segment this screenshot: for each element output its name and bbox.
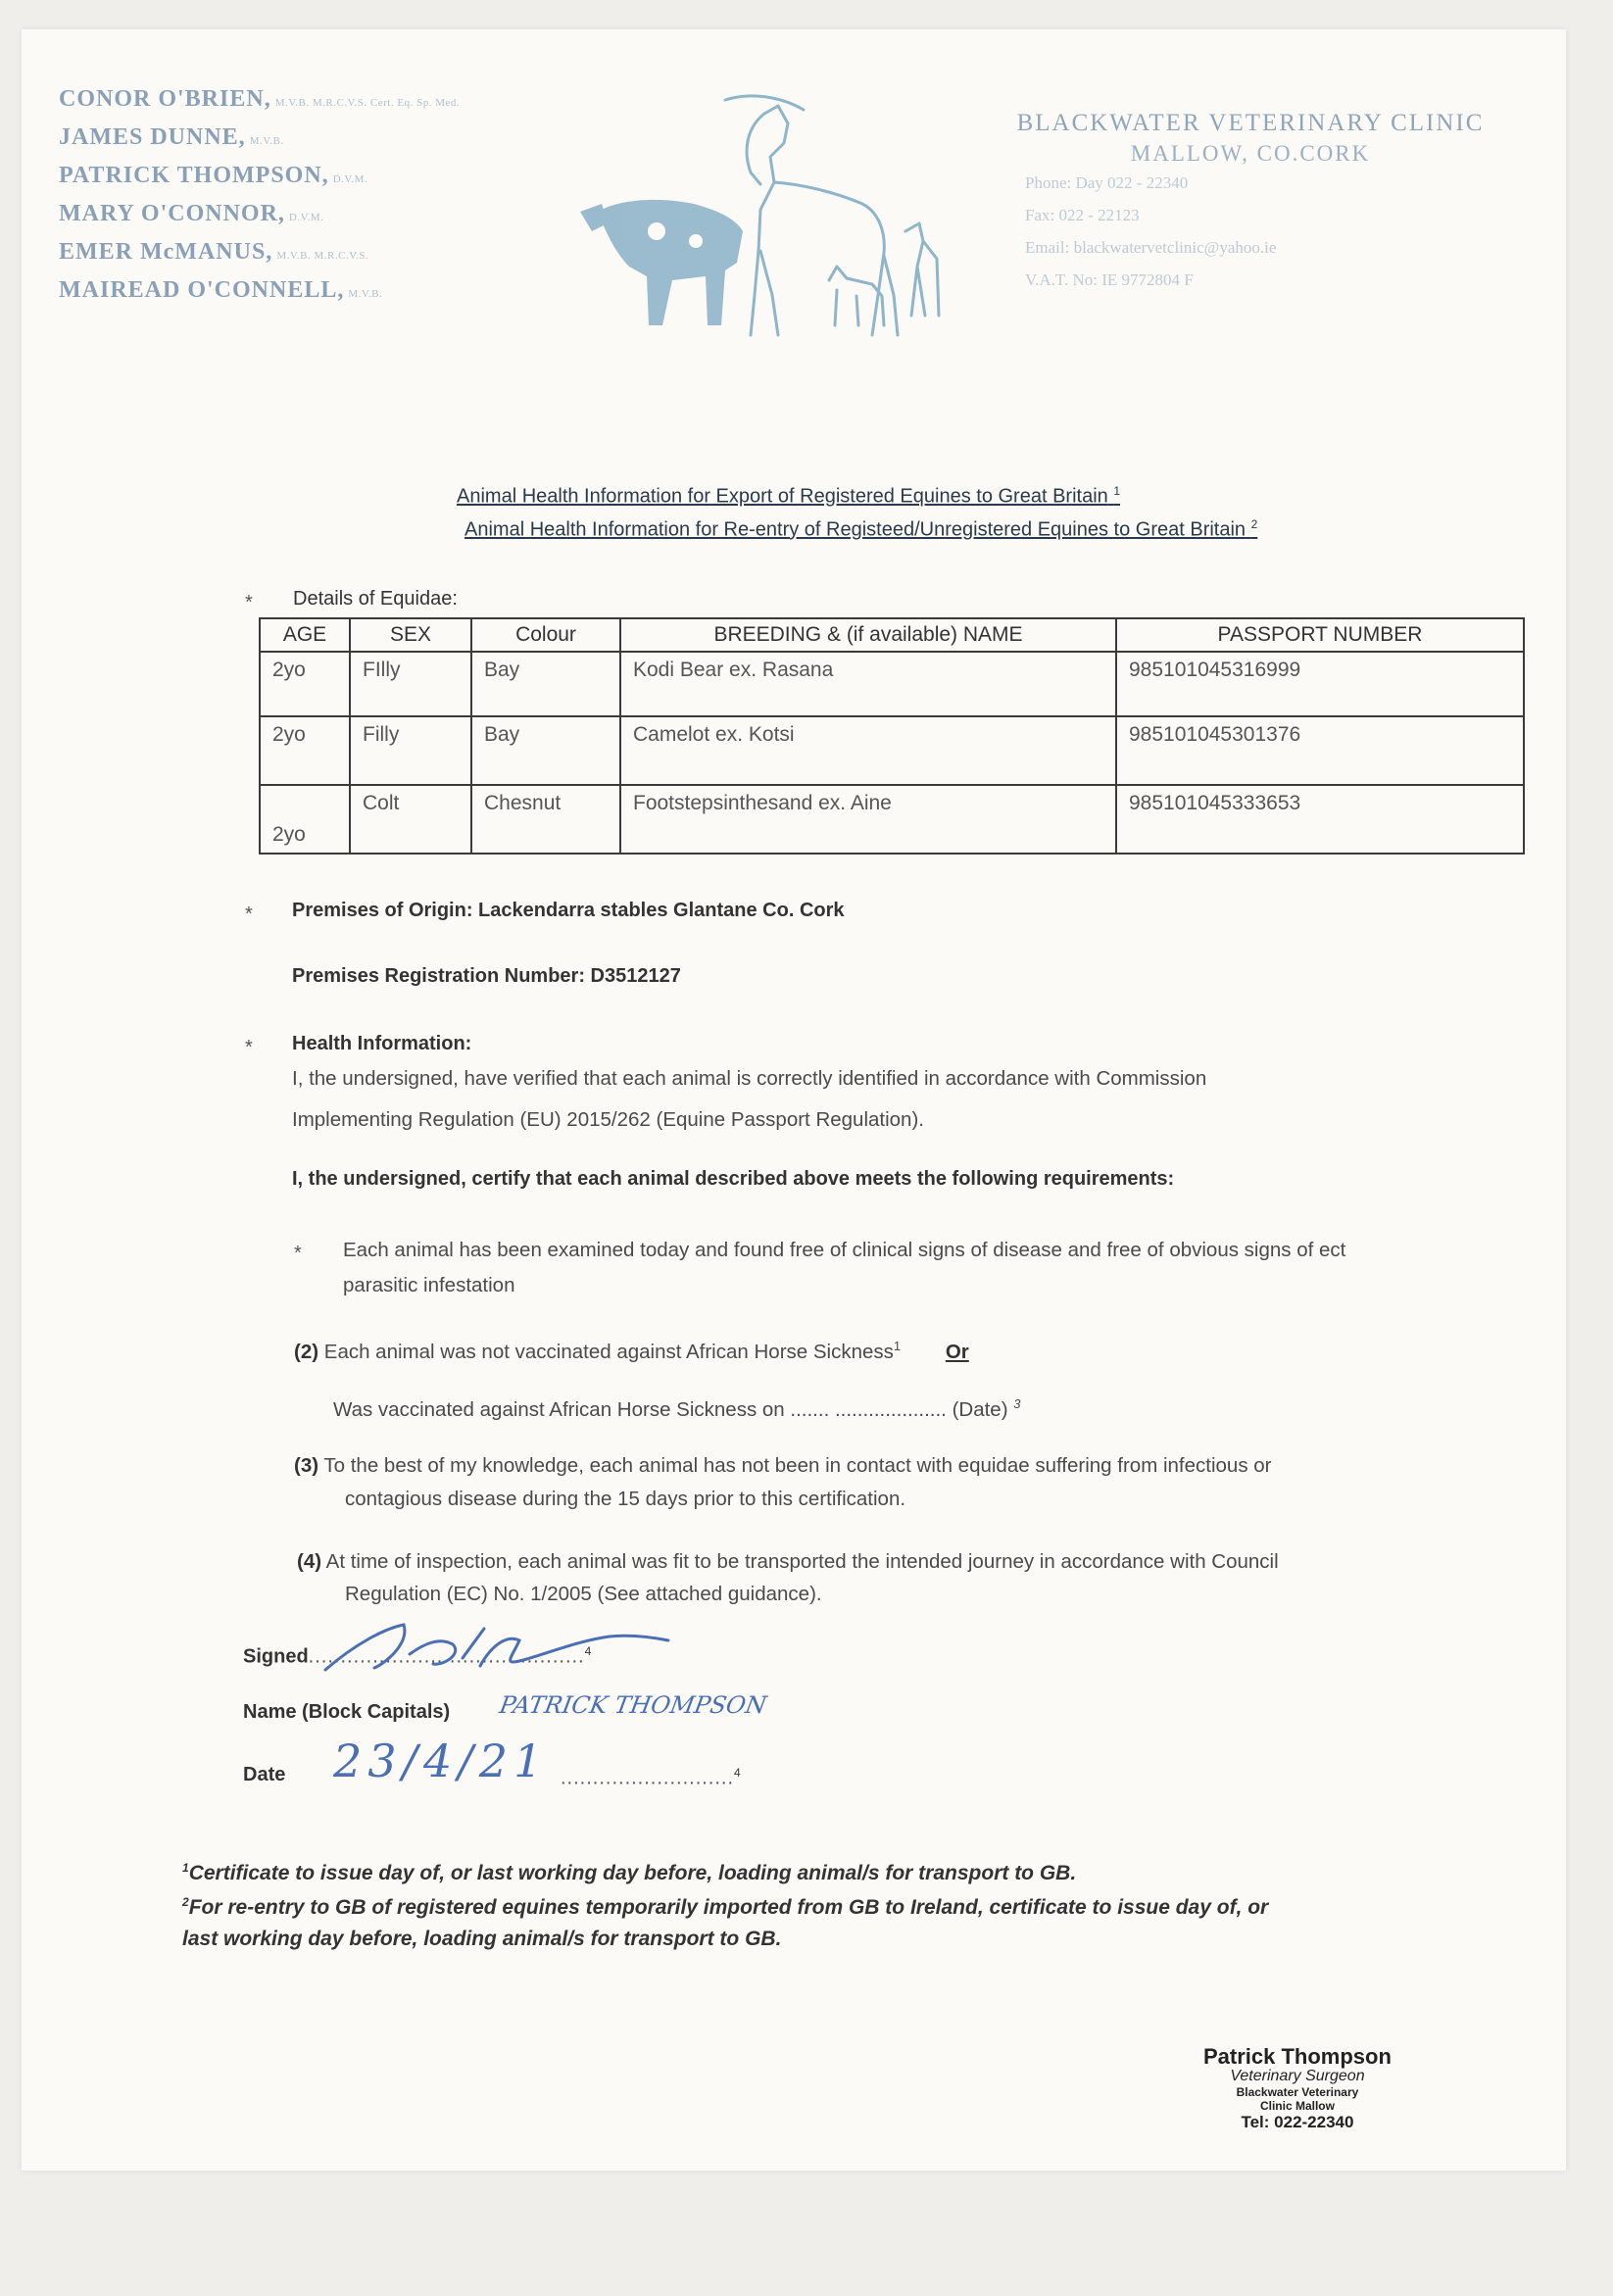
cell-age: 2yo bbox=[260, 785, 350, 854]
requirement-3 bbox=[294, 1448, 1272, 1483]
vet-name: CONOR O'BRIEN, bbox=[59, 86, 271, 112]
footnote-ref: 4 bbox=[734, 1766, 741, 1780]
requirement-4-line1: At time of inspection, each animal was fit to be transported the intended journey in accordance with Council bbox=[325, 1550, 1279, 1573]
requirement-3-line2: contagious disease during the 15 days prior to this certification. bbox=[345, 1488, 906, 1510]
requirement-4 bbox=[297, 1544, 1279, 1579]
name-line bbox=[243, 1701, 450, 1724]
details-label: Details of Equidae: bbox=[293, 588, 458, 610]
name-label: Name (Block Capitals) bbox=[243, 1701, 451, 1723]
requirement-4-line2: Regulation (EC) No. 1/2005 (See attached guidance). bbox=[345, 1583, 822, 1605]
premises-registration: Premises Registration Number: D3512127 bbox=[292, 965, 681, 987]
requirement-number: (4) bbox=[297, 1550, 322, 1573]
date-line bbox=[243, 1764, 285, 1786]
footnote-ref: 3 bbox=[1013, 1396, 1021, 1411]
health-verified-line2: Implementing Regulation (EU) 2015/262 (Equine Passport Regulation). bbox=[292, 1108, 924, 1131]
cell-sex: Colt bbox=[350, 785, 471, 854]
cell-age: 2yo bbox=[260, 652, 350, 716]
cell-age: 2yo bbox=[260, 716, 350, 785]
stamp-title: Veterinary Surgeon bbox=[1230, 2068, 1365, 2084]
col-header-age: AGE bbox=[260, 618, 350, 652]
vet-name: JAMES DUNNE, bbox=[59, 124, 246, 150]
requirement-2b bbox=[333, 1387, 1020, 1427]
table-header-row bbox=[260, 618, 1524, 652]
stamp-clinic-line2: Clinic Mallow bbox=[1259, 2099, 1335, 2113]
premises-origin: Premises of Origin: Lackendarra stables Glantane Co. Cork bbox=[292, 900, 845, 921]
cell-colour: Chesnut bbox=[471, 785, 620, 854]
heading-export-text: Animal Health Information for Export of Registered Equines to Great Britain bbox=[457, 485, 1108, 508]
health-certify: I, the undersigned, certify that each animal described above meets the following requirements: bbox=[292, 1168, 1175, 1190]
vet-name: PATRICK THOMPSON, bbox=[59, 163, 329, 188]
vet-qualification: D.V.M. bbox=[288, 212, 324, 223]
table-row bbox=[260, 716, 1524, 785]
cell-passport: 985101045333653 bbox=[1116, 785, 1524, 854]
bullet-icon: * bbox=[294, 1243, 302, 1264]
clinic-fax: Fax: 022 - 22123 bbox=[1025, 206, 1140, 224]
vets-list bbox=[59, 86, 460, 316]
heading-reentry bbox=[464, 517, 1257, 542]
vet-name: MAIREAD O'CONNELL, bbox=[59, 277, 345, 303]
signed-dots: ........................................... bbox=[308, 1645, 585, 1668]
stamp-clinic-line1: Blackwater Veterinary bbox=[1236, 2085, 1359, 2099]
clinic-animals-logo bbox=[578, 94, 990, 354]
vet-entry bbox=[59, 201, 460, 239]
bullet-icon: * bbox=[245, 592, 253, 613]
vet-name: MARY O'CONNOR, bbox=[59, 201, 285, 226]
clinic-phone: Phone: Day 022 - 22340 bbox=[1025, 173, 1189, 192]
health-verified-line1: I, the undersigned, have verified that each animal is correctly identified in accordance with Commission bbox=[292, 1067, 1207, 1090]
clinic-details bbox=[996, 110, 1544, 296]
footnote-2 bbox=[182, 1886, 1268, 1955]
col-header-sex: SEX bbox=[350, 618, 471, 652]
heading-export bbox=[457, 484, 1120, 509]
requirement-2-text: Each animal was not vaccinated against African Horse Sickness bbox=[323, 1340, 894, 1363]
cell-sex: Filly bbox=[350, 716, 471, 785]
or-label: Or bbox=[945, 1340, 969, 1363]
vet-qualification: M.V.B. M.R.C.V.S. Cert. Eq. Sp. Med. bbox=[274, 97, 461, 109]
clinic-vat: V.A.T. No: IE 9772804 F bbox=[1025, 270, 1194, 289]
cell-colour: Bay bbox=[471, 716, 620, 785]
requirement-2 bbox=[294, 1329, 969, 1369]
stamp-tel: Tel: 022-22340 bbox=[1241, 2113, 1354, 2131]
clinic-name: BLACKWATER VETERINARY CLINIC bbox=[1016, 110, 1485, 136]
footnote-2-line2: last working day before, loading animal/s for transport to GB. bbox=[182, 1928, 782, 1950]
requirement-1-line2: parasitic infestation bbox=[343, 1274, 515, 1296]
date-label: Date bbox=[243, 1764, 286, 1785]
requirement-number: (2) bbox=[294, 1340, 319, 1363]
vet-stamp bbox=[1203, 2044, 1392, 2132]
cell-name: Kodi Bear ex. Rasana bbox=[620, 652, 1116, 716]
requirement-2b-text: Was vaccinated against African Horse Sickness on ....... .................... (Date) bbox=[333, 1397, 1008, 1421]
footnote-marker: 2 bbox=[182, 1895, 189, 1909]
equidae-table bbox=[259, 617, 1525, 855]
table-row bbox=[260, 652, 1524, 716]
footnote-2-line1: For re-entry to GB of registered equines temporarily imported from GB to Ireland, certificate to issue day of, or bbox=[188, 1896, 1269, 1919]
table-row bbox=[260, 785, 1524, 854]
date-handwritten-value: 23/4/21 bbox=[333, 1734, 549, 1787]
vet-entry bbox=[59, 277, 460, 316]
health-label: Health Information: bbox=[292, 1033, 472, 1054]
col-header-colour: Colour bbox=[471, 618, 620, 652]
footnote-ref: 2 bbox=[1250, 517, 1258, 531]
col-header-breeding-name: BREEDING & (if available) NAME bbox=[620, 618, 1116, 652]
handwritten-signature-icon bbox=[316, 1615, 688, 1684]
clinic-town: MALLOW, CO.CORK bbox=[1130, 141, 1371, 166]
requirement-3-line1: To the best of my knowledge, each animal has not been in contact with equidae suffering from infectious or bbox=[323, 1454, 1272, 1477]
vet-entry bbox=[59, 239, 460, 277]
footnote-1-text: Certificate to issue day of, or last working day before, loading animal/s for transport to GB. bbox=[188, 1862, 1077, 1884]
cell-passport: 985101045301376 bbox=[1116, 716, 1524, 785]
vet-qualification: M.V.B. bbox=[348, 288, 383, 300]
horse-cow-dog-logo-icon bbox=[578, 94, 990, 354]
vet-entry bbox=[59, 163, 460, 201]
footnote-1 bbox=[182, 1852, 1076, 1889]
footnote-ref: 4 bbox=[584, 1644, 592, 1658]
vet-qualification: M.V.B. M.R.C.V.S. bbox=[276, 250, 369, 262]
cell-passport: 985101045316999 bbox=[1116, 652, 1524, 716]
col-header-passport: PASSPORT NUMBER bbox=[1116, 618, 1524, 652]
cell-name: Camelot ex. Kotsi bbox=[620, 716, 1116, 785]
vet-qualification: D.V.M. bbox=[332, 173, 368, 185]
requirement-1-line1: Each animal has been examined today and found free of clinical signs of disease and free of obvious signs of ect bbox=[343, 1239, 1346, 1261]
vet-qualification: M.V.B. bbox=[249, 135, 284, 147]
requirement-number: (3) bbox=[294, 1454, 319, 1477]
bullet-icon: * bbox=[245, 1037, 253, 1058]
date-dots-line bbox=[561, 1766, 741, 1790]
vet-entry bbox=[59, 86, 460, 124]
date-dots: ........................... bbox=[561, 1767, 735, 1789]
vet-name: EMER McMANUS, bbox=[59, 239, 273, 265]
bullet-icon: * bbox=[245, 904, 253, 925]
stamp-name: Patrick Thompson bbox=[1203, 2044, 1392, 2069]
clinic-email: Email: blackwatervetclinic@yahoo.ie bbox=[1025, 238, 1277, 257]
footnote-ref: 1 bbox=[893, 1339, 902, 1353]
vet-entry bbox=[59, 124, 460, 163]
cell-sex: FIlly bbox=[350, 652, 471, 716]
signed-label: Signed bbox=[243, 1645, 309, 1668]
name-handwritten-value: PATRICK THOMPSON bbox=[497, 1691, 769, 1719]
footnote-marker: 1 bbox=[182, 1861, 189, 1875]
heading-reentry-text: Animal Health Information for Re-entry of Registeed/Unregistered Equines to Great Britain bbox=[464, 518, 1246, 541]
footnote-ref: 1 bbox=[1113, 484, 1121, 498]
cell-name: Footstepsinthesand ex. Aine bbox=[620, 785, 1116, 854]
cell-colour: Bay bbox=[471, 652, 620, 716]
